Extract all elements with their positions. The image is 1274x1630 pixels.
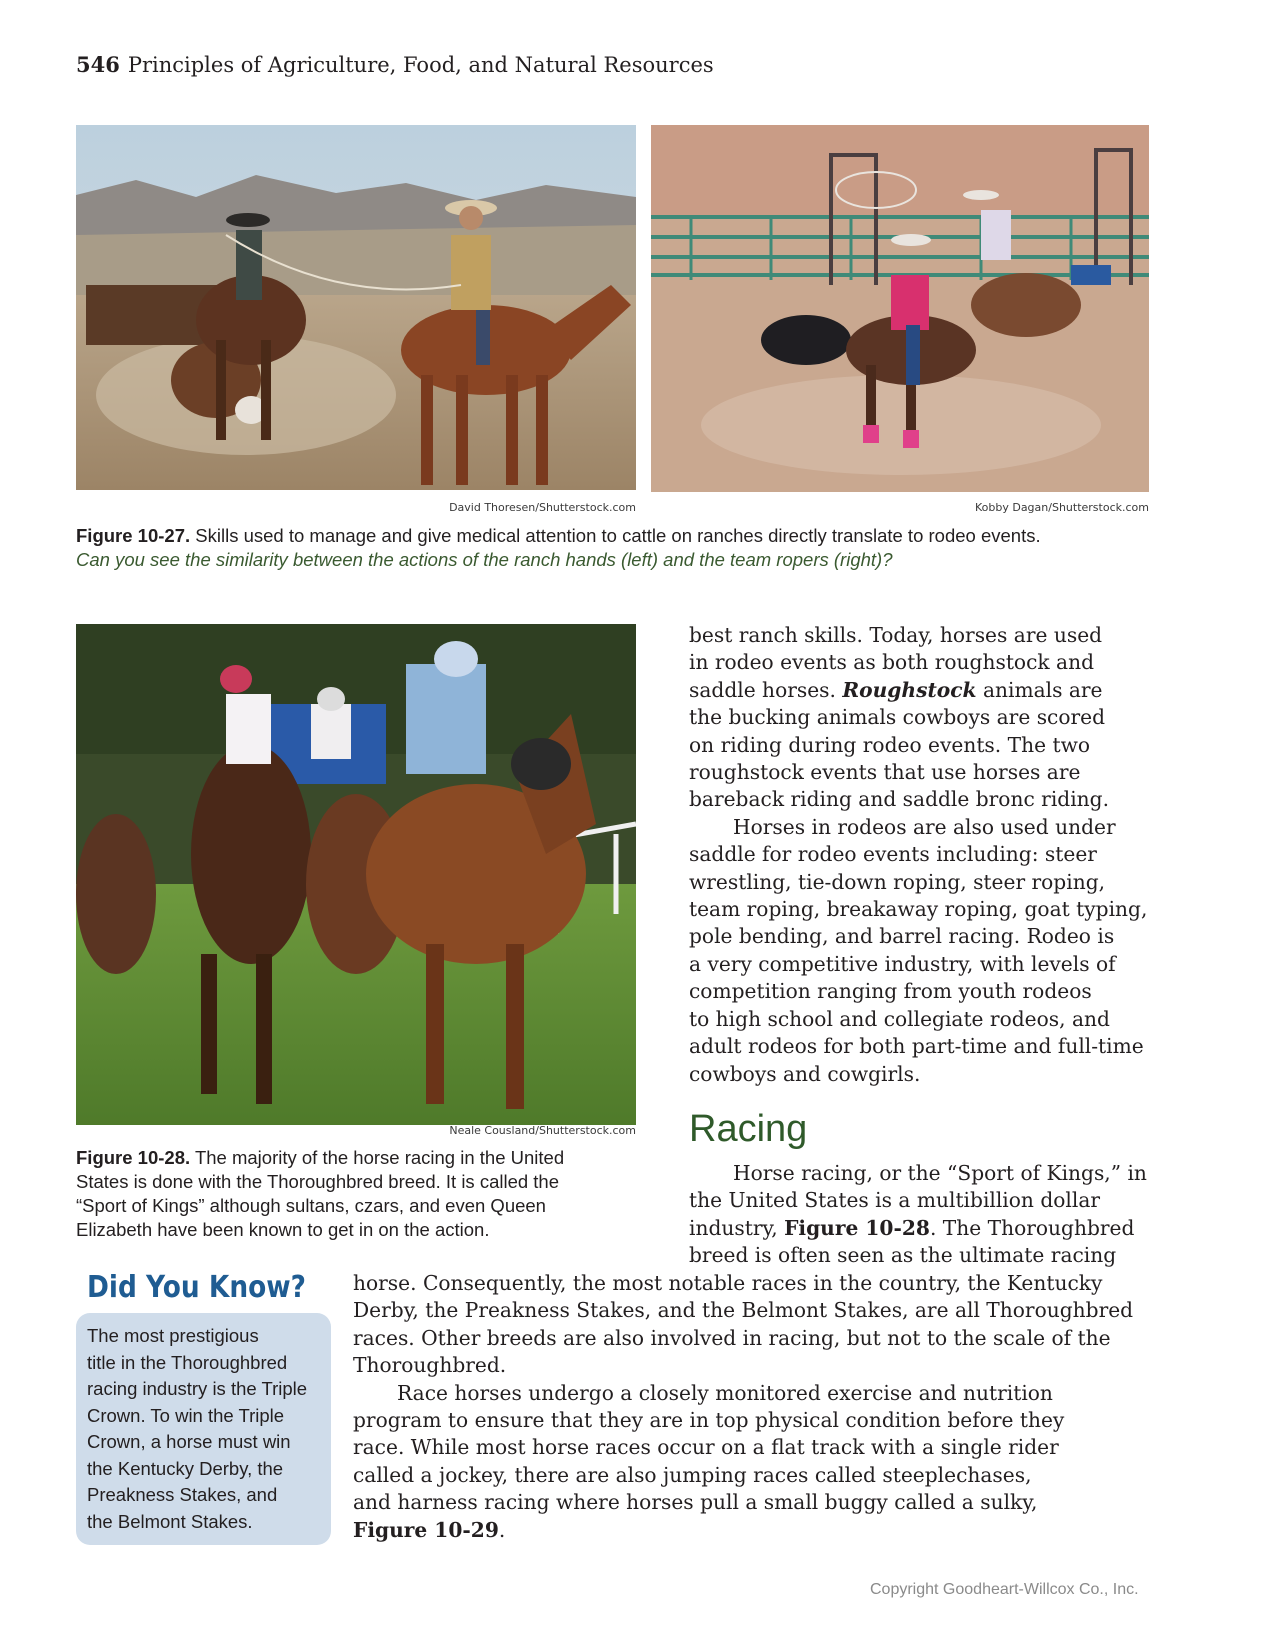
term-roughstock: Roughstock bbox=[842, 677, 977, 702]
racing-heading: Racing bbox=[689, 1108, 808, 1150]
team-ropers-photo bbox=[651, 125, 1149, 492]
figure-10-27-credit-left: David Thoresen/Shutterstock.com bbox=[449, 501, 636, 514]
figure-10-28-label: Figure 10-28. bbox=[76, 1147, 191, 1168]
figure-10-29-reference: Figure 10-29 bbox=[353, 1517, 499, 1542]
paragraph-rodeo-events: Horses in rodeos are also used under saddle for rodeo events including: steer wrestling, tie-down roping, steer roping, team roping, breakaway roping, goat typing, pole bending, and barrel racing. Rodeo is a very competitive industry, with levels of competition ranging from youth rodeos to high school and collegiate rodeos, and adult rodeos for both part-time and full-time cowboys and cowgirls. bbox=[689, 814, 1148, 1086]
paragraph-roughstock: best ranch skills. Today, horses are used in rodeo events as both roughstock and saddle horses. Roughstock animals are the bucking animals cowboys are scored on riding during rodeo events. The two roughstock events that use horses are bareback riding and saddle bronc riding. bbox=[689, 623, 1110, 812]
figure-10-28-caption: Figure 10-28. The majority of the horse racing in the United States is done with the Thoroughbred breed. It is called the “Sport of Kings” although sultans, czars, and even Queen Elizabeth have been known to get in on the action. bbox=[76, 1147, 565, 1240]
horse-racing-photo bbox=[76, 624, 636, 1125]
figure-10-27-question: Can you see the similarity between the actions of the ranch hands (left) and the team ropers (right)? bbox=[76, 549, 893, 570]
figure-10-27-label: Figure 10-27. bbox=[76, 525, 191, 546]
page-number: 546 bbox=[76, 52, 120, 77]
did-you-know-title: Did You Know? bbox=[87, 1270, 306, 1305]
book-title: Principles of Agriculture, Food, and Natural Resources bbox=[127, 53, 714, 77]
did-you-know-text: The most prestigious title in the Thoroughbred racing industry is the Triple Crown. To win the Triple Crown, a horse must win the Kentucky Derby, the Preakness Stakes, and the Belmont Stakes. bbox=[87, 1325, 308, 1532]
body-text-rodeo bbox=[689, 622, 1159, 1088]
figure-10-28-reference: Figure 10-28 bbox=[784, 1215, 930, 1240]
racing-paragraph-wide: horse. Consequently, the most notable races in the country, the Kentucky Derby, the Preakness Stakes, and the Belmont Stakes, are all Thoroughbred races. Other breeds are also involved in racing, but not to the scale of the Thoroughbred. Race horses undergo a closely monitored exercise and nutrition program to ensure that they are in top physical condition before they race. While most horse races occur on a flat track with a single rider called a jockey, there are also jumping races called steeplechases, and harness racing where horses pull a small buggy called a sulky, Figure 10-29. bbox=[353, 1271, 1134, 1542]
figure-10-27-text: Skills used to manage and give medical attention to cattle on ranches directly translate to rodeo events. bbox=[195, 525, 1041, 546]
copyright-notice: Copyright Goodheart-Willcox Co., Inc. bbox=[870, 1581, 1139, 1598]
racing-paragraph-start: Horse racing, or the “Sport of Kings,” in the United States is a multibillion dollar industry, Figure 10-28. The Thoroughbred breed is often seen as the ultimate racing bbox=[689, 1161, 1147, 1268]
figure-10-28-credit: Neale Cousland/Shutterstock.com bbox=[449, 1124, 636, 1137]
figure-10-27-credit-right: Kobby Dagan/Shutterstock.com bbox=[974, 501, 1149, 514]
ranch-hands-photo bbox=[76, 125, 636, 490]
figure-10-27-caption bbox=[76, 524, 1176, 572]
running-header bbox=[76, 52, 714, 77]
